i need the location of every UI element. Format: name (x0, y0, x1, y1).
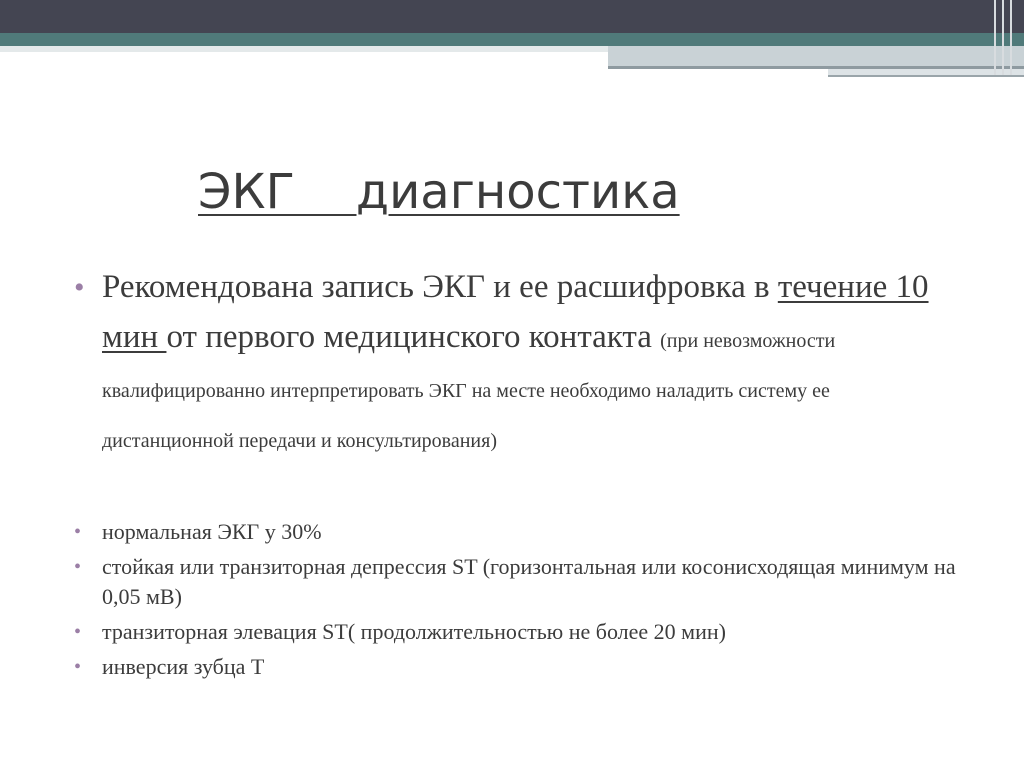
bullet-icon: • (74, 621, 82, 643)
bullet-icon: • (74, 556, 82, 578)
list-item-text: стойкая или транзиторная депрессия ST (горизонтальная или косонисходящая минимум на 0,05 мВ) (102, 554, 956, 609)
main-bullet-part2: от первого медицинского контакта (166, 319, 661, 355)
list-item (74, 517, 974, 547)
list-item-text: транзиторная элевация ST( продолжительностью не более 20 мин) (102, 619, 726, 644)
header-vertical-line (994, 0, 996, 75)
main-bullet-part1: Рекомендована запись ЭКГ и ее расшифровка в (102, 269, 778, 305)
bullet-icon: • (74, 656, 82, 678)
header-dark-band (0, 0, 1024, 33)
sub-bullet-list (74, 517, 974, 687)
list-item-text: инверсия зубца T (102, 654, 265, 679)
header-vertical-line (1010, 0, 1012, 75)
header-teal-band (0, 33, 1024, 46)
main-bullet-text (102, 262, 954, 462)
list-item (74, 552, 974, 612)
main-bullet (74, 262, 954, 462)
list-item-text: нормальная ЭКГ у 30% (102, 519, 322, 544)
header-step-line (828, 75, 1024, 77)
header-step-band (608, 46, 1024, 66)
main-bullet-underlined: течение 10 мин (102, 269, 929, 355)
list-item (74, 652, 974, 682)
main-bullet-note: (при невозможности квалифицированно интерпретировать ЭКГ на месте необходимо наладить систему ее дистанционной передачи и консультирования) (102, 330, 836, 452)
slide-title: ЭКГ диагностика (198, 164, 680, 220)
header-vertical-line (1002, 0, 1004, 75)
header-light-band (0, 46, 608, 52)
list-item (74, 617, 974, 647)
bullet-icon: • (74, 521, 82, 543)
bullet-icon: • (74, 271, 85, 304)
